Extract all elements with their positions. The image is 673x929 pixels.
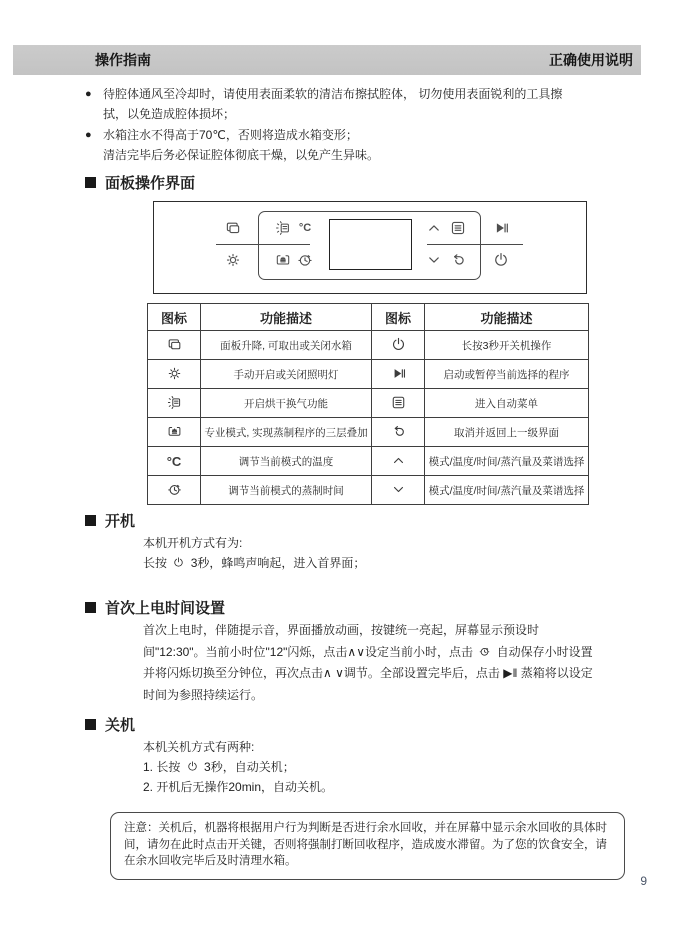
chevron-down-icon [372, 476, 425, 505]
power-off-intro: 本机关机方式有两种: [143, 740, 255, 754]
section-square-marker [85, 719, 96, 730]
play-pause-icon [492, 219, 510, 237]
power-icon [186, 760, 199, 773]
col-header: 图标 [148, 304, 201, 331]
play-pause-icon [372, 360, 425, 389]
menu-icon [449, 219, 467, 237]
power-icon [492, 251, 510, 269]
table-row [148, 476, 589, 505]
power-on-intro: 本机开机方式有为: [143, 536, 243, 550]
section-title-text: 开机 [105, 513, 136, 530]
section-title-text: 首次上电时间设置 [105, 600, 226, 617]
table-row [148, 331, 589, 360]
notice-box [110, 812, 625, 880]
first-time-section-title [85, 597, 225, 618]
function-desc: 长按3秒开关机操作 [425, 331, 589, 360]
section-square-marker [85, 602, 96, 613]
dry-vent-icon [274, 219, 292, 237]
steam-pro-icon [274, 251, 292, 269]
steam-pro-icon [148, 418, 201, 447]
menu-icon [372, 389, 425, 418]
page-number: 9 [640, 874, 647, 888]
clock-icon [478, 645, 491, 658]
section-title-text: 面板操作界面 [105, 175, 196, 192]
back-icon [372, 418, 425, 447]
door-icon [148, 331, 201, 360]
power-icon [372, 331, 425, 360]
function-desc: 模式/温度/时间/蒸汽量及菜谱选择 [425, 476, 589, 505]
function-desc: 取消并返回上一级界面 [425, 418, 589, 447]
power-off-body [143, 737, 613, 797]
table-header-row [148, 304, 589, 331]
table-row [148, 418, 589, 447]
temp-icon: °C [148, 447, 201, 476]
first-time-body: 首次上电时，伴随提示音，界面播放动画，按键统一亮起，屏幕显示预设时间"12:30"。当前小时位"12"闪烁，点击∧∨设定当前小时，点击 自动保存小时设置并将闪烁切换至分钟位，再次点击∧ ∨调节。全部设置完毕后，点击 ▶‖ 蒸箱将以设定时间为参照持续运行。 [143, 623, 593, 702]
section-square-marker [85, 515, 96, 526]
notice-box-text: 注意：关机后，机器将根据用户行为判断是否进行余水回收，并在屏幕中显示余水回收的具体时间，请勿在此时点击开关键，否则将强制打断回收程序，造成废水滞留。为了您的饮食安全，请在余水回收完毕后及时清理水箱。 [124, 822, 607, 867]
page-header-bar [13, 45, 641, 75]
bullet-dot: ● [85, 129, 92, 141]
notice-text: 待腔体通风至冷却时，请使用表面柔软的清洁布擦拭腔体， 切勿使用表面锐利的工具擦拭，以免造成腔体损坏； [103, 87, 563, 121]
power-on-step: 长按 3秒，蜂鸣声响起，进入首界面； [143, 556, 366, 570]
table-row [148, 360, 589, 389]
notice-item [85, 125, 585, 165]
power-off-item: 1. 长按 3秒，自动关机； [143, 760, 295, 774]
panel-display-screen [329, 219, 412, 270]
power-on-section-title [85, 510, 135, 531]
panel-divider-right [427, 244, 523, 245]
power-off-section-title [85, 714, 135, 735]
col-header: 功能描述 [201, 304, 372, 331]
col-header: 功能描述 [425, 304, 589, 331]
power-icon [172, 556, 185, 569]
icon-function-table [147, 303, 589, 505]
header-left-title: 操作指南 [95, 52, 151, 68]
function-desc: 启动或暂停当前选择的程序 [425, 360, 589, 389]
power-off-item: 2. 开机后无操作20min，自动关机。 [143, 780, 334, 794]
notice-text: 水箱注水不得高于70℃，否则将造成水箱变形； 清洁完毕后务必保证腔体彻底干燥，以免产生异味。 [103, 128, 380, 162]
door-icon [224, 219, 242, 237]
notice-item [85, 84, 585, 124]
chevron-down-icon [425, 251, 443, 269]
lamp-icon [148, 360, 201, 389]
bullet-dot: ● [85, 88, 92, 100]
col-header: 图标 [372, 304, 425, 331]
function-desc: 专业模式, 实现蒸制程序的三层叠加 [201, 418, 372, 447]
control-panel-illustration [153, 201, 587, 294]
chevron-up-icon [425, 219, 443, 237]
function-desc: 模式/温度/时间/蒸汽量及菜谱选择 [425, 447, 589, 476]
table-row [148, 389, 589, 418]
clock-icon [296, 251, 314, 269]
function-desc: 手动开启或关闭照明灯 [201, 360, 372, 389]
section-title-text: 关机 [105, 717, 136, 734]
function-desc: 调节当前模式的温度 [201, 447, 372, 476]
function-desc: 面板升降, 可取出或关闭水箱 [201, 331, 372, 360]
function-desc: 进入自动菜单 [425, 389, 589, 418]
dry-vent-icon [148, 389, 201, 418]
function-desc: 调节当前模式的蒸制时间 [201, 476, 372, 505]
back-icon [449, 251, 467, 269]
chevron-up-icon [372, 447, 425, 476]
power-on-body [143, 533, 613, 573]
panel-divider-left [216, 244, 310, 245]
table-row [148, 447, 589, 476]
function-desc: 开启烘干换气功能 [201, 389, 372, 418]
temp-icon: °C [298, 222, 312, 234]
clock-icon [148, 476, 201, 505]
notice-list [85, 84, 585, 166]
panel-section-title [85, 172, 195, 193]
header-right-title: 正确使用说明 [549, 52, 633, 68]
section-square-marker [85, 177, 96, 188]
lamp-icon [224, 251, 242, 269]
